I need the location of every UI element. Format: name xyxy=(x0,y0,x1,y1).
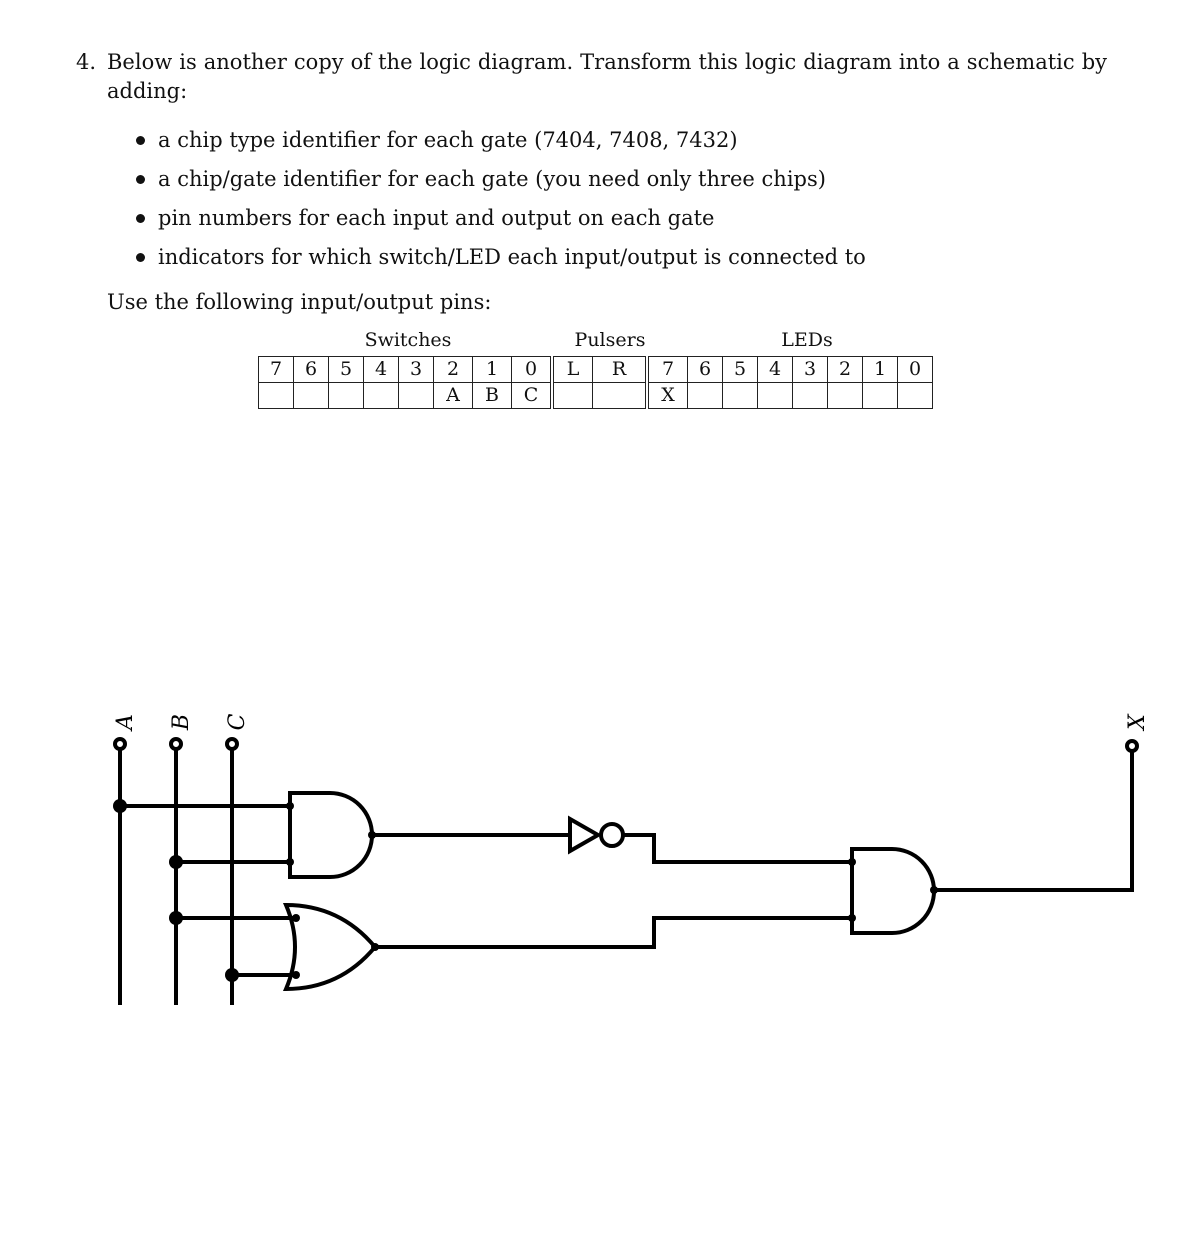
led-number-cell: 7 xyxy=(647,357,688,383)
led-number-cell: 1 xyxy=(863,357,898,383)
pin-dot xyxy=(368,831,376,839)
led-number-cell: 2 xyxy=(828,357,863,383)
and-gate-2 xyxy=(852,849,934,933)
pin-dot xyxy=(286,858,294,866)
list-item: indicators for which switch/LED each input/output is connected to xyxy=(134,242,866,281)
switch-number-cell: 1 xyxy=(473,357,512,383)
led-assignment-cell: X xyxy=(647,383,688,409)
input-label-a: A xyxy=(113,714,138,730)
pulsers-header: Pulsers xyxy=(574,329,646,351)
input-terminal-a xyxy=(115,739,125,749)
switches-header: Switches xyxy=(364,329,452,351)
pin-dot xyxy=(371,943,379,951)
output-terminal-x xyxy=(1127,741,1137,751)
pin-dot xyxy=(848,858,856,866)
input-terminal-c xyxy=(227,739,237,749)
junction-dot xyxy=(225,968,239,982)
switch-number-cell: 4 xyxy=(364,357,399,383)
pin-dot xyxy=(292,971,300,979)
list-item: a chip/gate identifier for each gate (you need only three chips) xyxy=(134,164,866,203)
junction-dot xyxy=(113,799,127,813)
led-number-cell: 4 xyxy=(758,357,793,383)
switch-number-cell: 2 xyxy=(434,357,473,383)
and-gate-1 xyxy=(290,793,372,877)
pulser-label-cell: R xyxy=(593,357,648,383)
question-text: Below is another copy of the logic diagram. Transform this logic diagram into a schematic by adding: xyxy=(107,50,1107,103)
led-number-cell: 6 xyxy=(688,357,723,383)
list-item: pin numbers for each input and output on each gate xyxy=(134,203,866,242)
question-number: 4. xyxy=(76,50,97,74)
switch-number-cell: 6 xyxy=(294,357,329,383)
pulser-label-cell: L xyxy=(552,357,593,383)
not-gate xyxy=(570,819,598,851)
junction-dot xyxy=(169,855,183,869)
output-label-x: X xyxy=(1125,714,1150,730)
pin-dot xyxy=(292,914,300,922)
pin-dot xyxy=(848,914,856,922)
output-wire-x xyxy=(934,750,1132,890)
input-label-c: C xyxy=(225,713,250,731)
wire-or-to-and2 xyxy=(375,918,852,947)
input-terminal-b xyxy=(171,739,181,749)
pins-intro: Use the following input/output pins: xyxy=(107,290,492,314)
led-number-cell: 0 xyxy=(898,357,933,383)
switch-number-cell: 5 xyxy=(329,357,364,383)
switch-assignment-cell: C xyxy=(512,383,553,409)
switch-number-cell: 7 xyxy=(259,357,294,383)
wire-not-to-and2 xyxy=(623,835,852,862)
leds-header: LEDs xyxy=(781,329,833,351)
list-item: a chip type identifier for each gate (7404, 7408, 7432) xyxy=(134,125,866,164)
input-label-b: B xyxy=(169,713,194,731)
switch-number-cell: 3 xyxy=(399,357,434,383)
switch-assignment-cell: B xyxy=(473,383,512,409)
led-number-cell: 3 xyxy=(793,357,828,383)
pin-dot xyxy=(286,802,294,810)
pin-dot xyxy=(930,886,938,894)
junction-dot xyxy=(169,911,183,925)
switch-assignment-cell: A xyxy=(434,383,473,409)
led-number-cell: 5 xyxy=(723,357,758,383)
switch-number-cell: 0 xyxy=(512,357,553,383)
not-gate-bubble xyxy=(601,824,623,846)
